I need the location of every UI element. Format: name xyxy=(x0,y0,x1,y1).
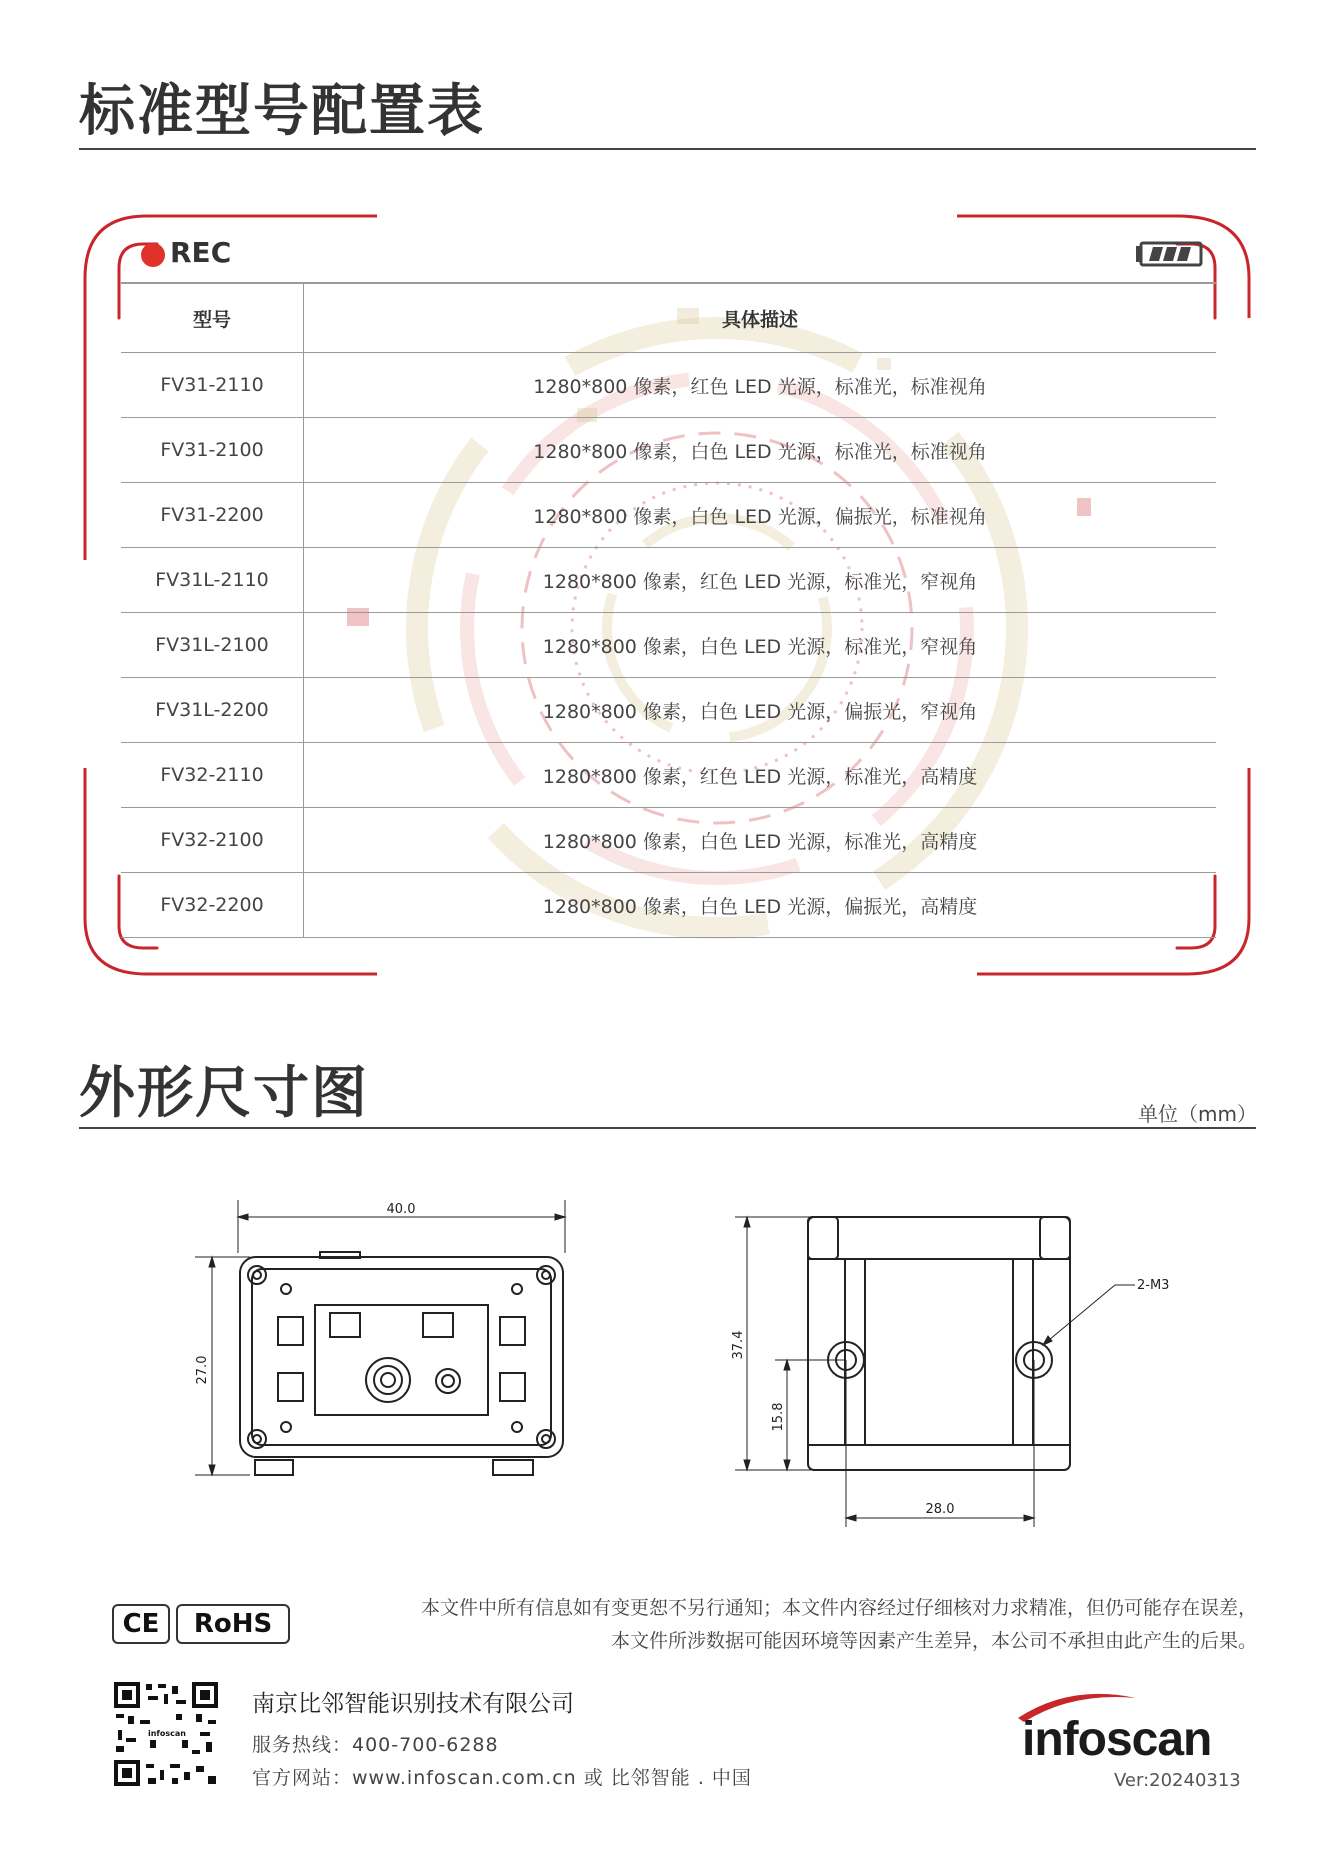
model-cell: FV31-2110 xyxy=(121,353,304,418)
table-row xyxy=(121,613,1216,678)
model-cell: FV32-2110 xyxy=(121,743,304,808)
unit-label: 单位（mm） xyxy=(1138,1102,1257,1126)
thread-label: 2-M3 xyxy=(1137,1278,1170,1293)
description-cell: 1280*800 像素，红色 LED 光源，标准光，窄视角 xyxy=(304,548,1217,613)
table-row xyxy=(121,548,1216,613)
section-title-config: 标准型号配置表 xyxy=(79,79,485,144)
rec-label: REC xyxy=(170,236,232,269)
table-row xyxy=(121,418,1216,483)
table-header-row xyxy=(121,283,1216,353)
description-cell: 1280*800 像素，红色 LED 光源，标准光，标准视角 xyxy=(304,353,1217,418)
disclaimer-line-2: 本文件所涉数据可能因环境等因素产生差异，本公司不承担由此产生的后果。 xyxy=(610,1630,1257,1652)
description-cell: 1280*800 像素，白色 LED 光源，标准光，高精度 xyxy=(304,808,1217,873)
rohs-mark: RoHS xyxy=(176,1604,290,1644)
model-cell: FV31-2200 xyxy=(121,483,304,548)
qr-code-icon xyxy=(112,1680,220,1788)
table-row xyxy=(121,483,1216,548)
front-view-drawing xyxy=(190,1195,590,1495)
infoscan-logo: infoscan xyxy=(1022,1713,1212,1766)
model-cell: FV31-2100 xyxy=(121,418,304,483)
dim-hole-height: 15.8 xyxy=(771,1402,786,1432)
model-config-table xyxy=(121,282,1216,938)
section-divider xyxy=(79,148,1256,150)
header-model: 型号 xyxy=(121,283,304,353)
table-row xyxy=(121,743,1216,808)
section-divider xyxy=(79,1127,1256,1129)
model-cell: FV32-2100 xyxy=(121,808,304,873)
dim-front-height: 27.0 xyxy=(195,1355,210,1385)
table-row xyxy=(121,808,1216,873)
table-row xyxy=(121,353,1216,418)
description-cell: 1280*800 像素，白色 LED 光源，标准光，窄视角 xyxy=(304,613,1217,678)
company-name: 南京比邻智能识别技术有限公司 xyxy=(252,1691,574,1717)
table-row xyxy=(121,678,1216,743)
table-row xyxy=(121,873,1216,938)
model-cell: FV31L-2110 xyxy=(121,548,304,613)
dim-side-height: 37.4 xyxy=(731,1330,746,1360)
model-cell: FV32-2200 xyxy=(121,873,304,938)
official-website: 官方网站：www.infoscan.com.cn 或 比邻智能 . 中国 xyxy=(252,1767,752,1789)
description-cell: 1280*800 像素，红色 LED 光源，标准光，高精度 xyxy=(304,743,1217,808)
rec-indicator-dot xyxy=(141,243,165,267)
dim-hole-spacing: 28.0 xyxy=(925,1502,955,1517)
svg-text:infoscan: infoscan xyxy=(147,1729,187,1738)
description-cell: 1280*800 像素，白色 LED 光源，标准光，标准视角 xyxy=(304,418,1217,483)
description-cell: 1280*800 像素，白色 LED 光源，偏振光，高精度 xyxy=(304,873,1217,938)
description-cell: 1280*800 像素，白色 LED 光源，偏振光，窄视角 xyxy=(304,678,1217,743)
battery-icon xyxy=(1135,241,1205,269)
header-description: 具体描述 xyxy=(304,283,1217,353)
description-cell: 1280*800 像素，白色 LED 光源，偏振光，标准视角 xyxy=(304,483,1217,548)
version-label: Ver:20240313 xyxy=(1114,1770,1241,1791)
section-title-dimensions: 外形尺寸图 xyxy=(79,1061,369,1126)
service-hotline: 服务热线：400-700-6288 xyxy=(252,1734,499,1756)
dim-front-width: 40.0 xyxy=(386,1202,416,1217)
side-view-drawing xyxy=(715,1205,1215,1535)
model-cell: FV31L-2100 xyxy=(121,613,304,678)
model-cell: FV31L-2200 xyxy=(121,678,304,743)
disclaimer-line-1: 本文件中所有信息如有变更恕不另行通知；本文件内容经过仔细核对力求精准，但仍可能存在误差， xyxy=(420,1597,1257,1619)
ce-mark: CE xyxy=(112,1604,170,1644)
